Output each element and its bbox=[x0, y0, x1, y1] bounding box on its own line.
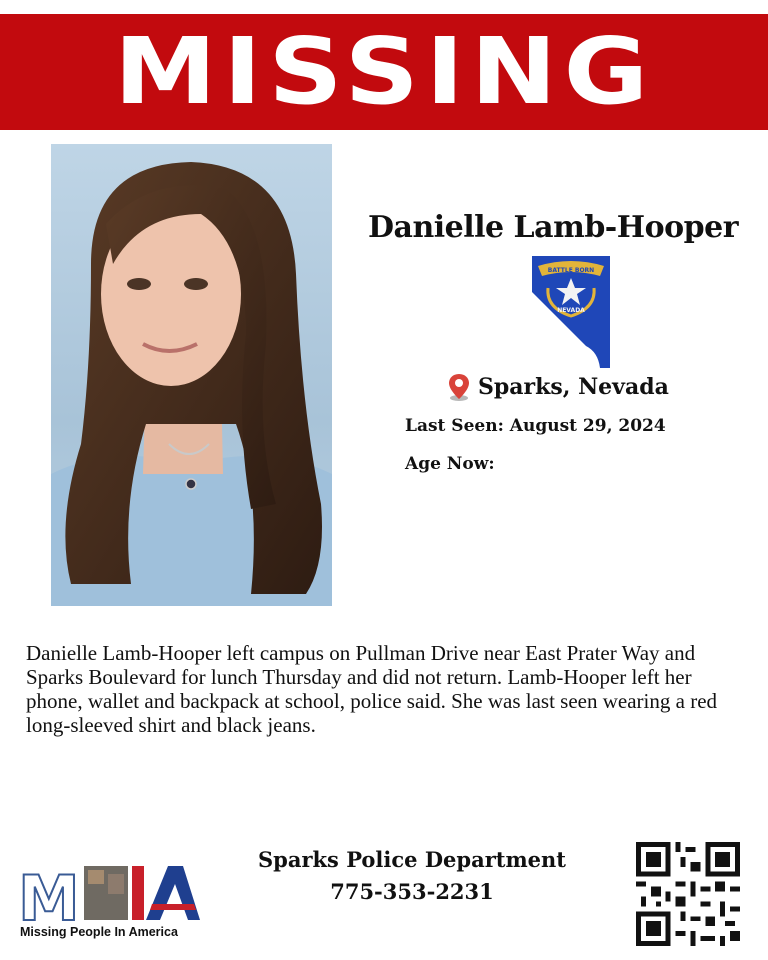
qr-code[interactable] bbox=[636, 842, 740, 946]
contact-info bbox=[232, 844, 592, 908]
nevada-state-flag-shape bbox=[528, 252, 614, 372]
age-now: Age Now: bbox=[405, 454, 495, 474]
location-text: Sparks, Nevada bbox=[478, 374, 669, 400]
flag-ribbon-text: BATTLE BORN bbox=[547, 267, 595, 274]
logo-tagline: Missing People In America bbox=[20, 925, 178, 939]
missing-person-photo bbox=[51, 144, 332, 606]
map-pin-icon bbox=[446, 372, 472, 402]
location bbox=[446, 372, 669, 402]
last-seen: Last Seen: August 29, 2024 bbox=[405, 416, 666, 436]
banner-title: MISSING bbox=[113, 18, 655, 125]
person-name: Danielle Lamb-Hooper bbox=[367, 210, 738, 245]
department-name: Sparks Police Department bbox=[257, 847, 567, 872]
flag-state-text: NEVADA bbox=[557, 307, 585, 314]
portrait-illustration bbox=[51, 144, 332, 606]
description: Danielle Lamb-Hooper left campus on Pullman Drive near East Prater Way and Sparks Boulevard for lunch Thursday and did not return. Lamb-Hooper left her phone, wallet and backpack at school, police said. She was last seen wearing a red long-sleeved shirt and black jeans. bbox=[26, 641, 718, 737]
missing-banner bbox=[0, 14, 768, 130]
svg-text:M: M bbox=[18, 862, 77, 935]
phone-number[interactable]: 775-353-2231 bbox=[330, 879, 494, 904]
